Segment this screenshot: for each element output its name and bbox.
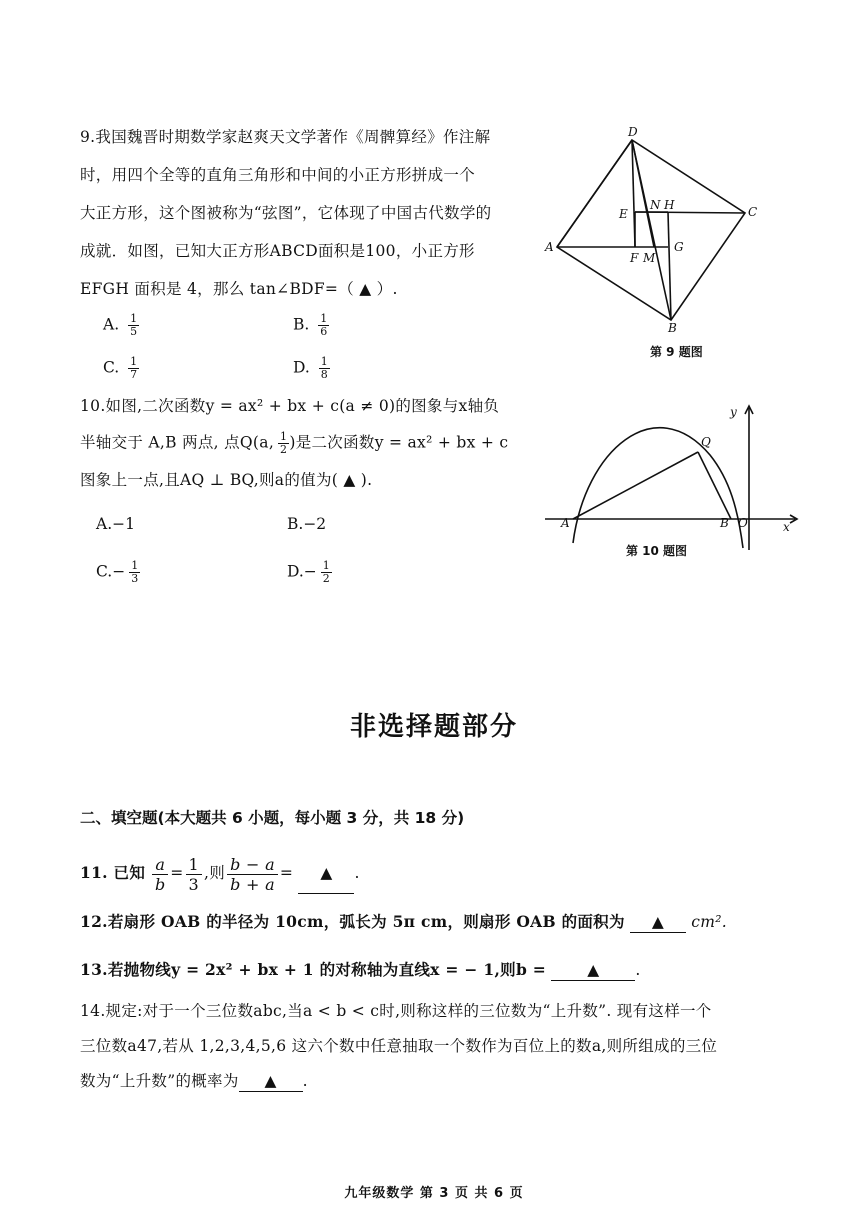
q13-end: . — [635, 961, 641, 979]
q10-option-d-fraction: $\frac{1}{2}$ — [322, 559, 330, 585]
q9-option-c-label: C. — [103, 358, 120, 377]
q9-label-b: B — [668, 321, 677, 335]
q12-text: 12.若扇形 OAB 的半径为 10cm，弧长为 5π cm，则扇形 OAB 的面积为 — [80, 912, 625, 931]
q12-line — [80, 912, 727, 933]
q14-line-1: 14.规定:对于一个三位数abc,当a < b < c时,则称这样的三位数为“上升数”. 现有这样一个 — [80, 1002, 712, 1020]
q9-option-b-label: B. — [293, 315, 310, 334]
q9-line-5: EFGH 面积是 4，那么 tan∠BDF=（ ▲ ）. — [80, 280, 398, 298]
section-title: 非选择题部分 — [349, 712, 518, 742]
q10-option-d — [287, 560, 332, 585]
q10-line-2-start: 半轴交于 A,B 两点, 点Q(a, — [80, 433, 275, 452]
q11-end: . — [354, 864, 360, 882]
q9-label-n: N — [650, 198, 661, 212]
q11-fraction-1: $\frac{a}{b}$ — [152, 855, 168, 894]
q10-line-2-fraction: $\frac{1}{2}$ — [280, 430, 288, 456]
q10-figure — [545, 400, 810, 555]
q9-label-m: M — [643, 251, 656, 265]
q13-text: 13.若抛物线y = 2x² + bx + 1 的对称轴为直线x = − 1,则b = — [80, 960, 547, 979]
q9-label-h: H — [664, 198, 675, 212]
q9-option-b-fraction: $\frac{1}{6}$ — [320, 312, 328, 338]
q11-equals: = — [170, 864, 184, 882]
q9-option-a-label: A. — [103, 315, 120, 334]
q11-fraction-2: $\frac{1}{3}$ — [186, 855, 202, 894]
q10-label-x: x — [783, 520, 790, 534]
q9-figure — [540, 120, 770, 335]
q10-label-o: O — [738, 516, 748, 530]
q13-line — [80, 960, 641, 981]
q9-option-d-label: D. — [293, 358, 310, 377]
q9-line-4: 成就．如图，已知大正方形ABCD面积是100，小正方形 — [80, 242, 475, 260]
q9-label-g: G — [674, 240, 684, 254]
q9-option-a-fraction: $\frac{1}{5}$ — [130, 312, 138, 338]
q9-label-f: F — [630, 251, 639, 265]
q9-label-e: E — [619, 207, 628, 221]
q12-unit: cm². — [691, 913, 727, 931]
q10-option-b: B.−2 — [287, 515, 327, 533]
q9-option-c — [103, 356, 139, 381]
q11-line — [80, 853, 360, 894]
q10-line-2 — [80, 431, 508, 456]
q11-answer-blank[interactable]: ▲ — [298, 853, 354, 894]
q11-prefix: 11. 已知 — [80, 863, 146, 882]
q14-line-3-text: 数为“上升数”的概率为 — [80, 1072, 239, 1090]
q10-option-a: A.−1 — [96, 515, 135, 533]
q14-line-3 — [80, 1071, 308, 1092]
q14-line-2: 三位数a47,若从 1,2,3,4,5,6 这六个数中任意抽取一个数作为百位上的数a,则所组成的三位 — [80, 1037, 718, 1055]
q14-end: . — [302, 1072, 308, 1090]
q10-label-q: Q — [701, 435, 711, 449]
q9-option-b — [293, 313, 329, 338]
q9-option-d-fraction: $\frac{1}{8}$ — [320, 355, 328, 381]
q10-line-3: 图象上一点,且AQ ⊥ BQ,则a的值为( ▲ ). — [80, 471, 373, 489]
q9-line-2: 时，用四个全等的直角三角形和中间的小正方形拼成一个 — [80, 166, 476, 184]
q10-label-y: y — [730, 405, 737, 419]
q11-fraction-3: $\frac{b - a}{b + a}$ — [227, 855, 278, 894]
q13-answer-blank[interactable]: ▲ — [551, 960, 635, 981]
q9-caption: 第 9 题图 — [650, 345, 703, 359]
q9-label-c: C — [748, 205, 758, 219]
q9-label-d: D — [628, 125, 638, 139]
fill-in-heading: 二、填空题(本大题共 6 小题，每小题 3 分，共 18 分) — [80, 809, 465, 827]
q10-label-a: A — [561, 516, 570, 530]
q9-option-c-fraction: $\frac{1}{7}$ — [130, 355, 138, 381]
q10-line-1: 10.如图,二次函数y = ax² + bx + c(a ≠ 0)的图象与x轴负 — [80, 397, 500, 415]
q11-equals-2: = — [279, 864, 294, 882]
q12-answer-blank[interactable]: ▲ — [630, 912, 686, 933]
q9-line-1: 9.我国魏晋时期数学家赵爽天文学著作《周髀算经》作注解 — [80, 128, 491, 146]
page-footer: 九年级数学 第 3 页 共 6 页 — [344, 1186, 524, 1201]
q14-answer-blank[interactable]: ▲ — [239, 1071, 303, 1092]
q10-caption: 第 10 题图 — [626, 544, 688, 558]
q10-option-d-label: D.− — [287, 562, 317, 581]
q9-option-d — [293, 356, 330, 381]
q10-option-c — [96, 560, 140, 585]
q9-line-3: 大正方形，这个图被称为“弦图”，它体现了中国古代数学的 — [80, 204, 492, 222]
q9-option-a — [103, 313, 139, 338]
q10-parabola — [573, 428, 743, 548]
q10-line-2-end: )是二次函数y = ax² + bx + c — [289, 433, 509, 452]
q11-mid: ,则 — [204, 864, 226, 882]
q10-option-c-fraction: $\frac{1}{3}$ — [131, 559, 139, 585]
q10-label-b: B — [720, 516, 729, 530]
q10-option-c-label: C.− — [96, 562, 126, 581]
q9-label-a: A — [545, 240, 554, 254]
q10-segment-aq — [573, 452, 698, 519]
